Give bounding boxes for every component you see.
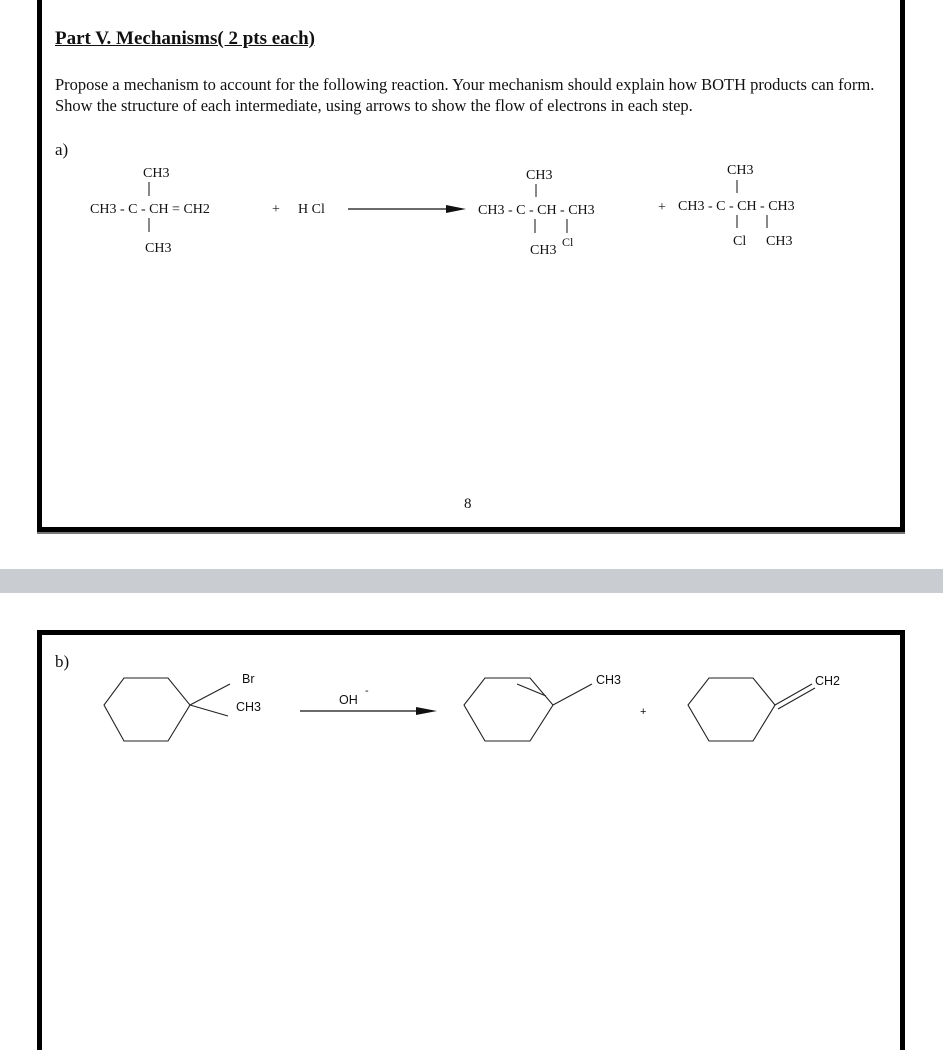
- product2-a-main: CH3 - C - CH - CH3: [678, 199, 795, 214]
- product2-a-top: CH3: [727, 163, 754, 178]
- instructions-text: Propose a mechanism to account for the following reaction. Your mechanism should explain how BOTH products can form. Show the structure of each intermediate, using arrows to show the flow of electrons in each step.: [55, 75, 875, 115]
- reaction-b: [104, 672, 840, 741]
- reactant-b-ch3: CH3: [236, 700, 262, 714]
- plus-sign: +: [640, 706, 647, 718]
- reagent-hcl: H Cl: [298, 202, 325, 217]
- double-bond-line: [517, 684, 546, 696]
- part-title: Part V. Mechanisms( 2 pts each): [55, 28, 315, 49]
- reactant-b-br: Br: [242, 672, 255, 686]
- product2-a-bottom-left: Cl: [733, 234, 747, 249]
- cyclohexane-ring: [688, 678, 775, 741]
- product2-a-bottom-right: CH3: [766, 234, 793, 249]
- product1-b-ch3: CH3: [596, 673, 622, 687]
- reaction-arrow-head: [416, 707, 437, 715]
- plus-sign: +: [272, 202, 280, 217]
- reaction-arrow-head: [446, 205, 466, 213]
- double-bond-line: [775, 684, 812, 705]
- product2-b-ch2: CH2: [815, 674, 841, 688]
- product1-a-top: CH3: [526, 168, 553, 183]
- double-bond-line: [778, 688, 815, 709]
- section-b-label: b): [55, 652, 70, 671]
- bond-line: [190, 684, 230, 705]
- bond-line: [190, 705, 228, 716]
- reactant-a-main: CH3 - C - CH = CH2: [90, 202, 210, 217]
- cyclohexene-ring: [464, 678, 553, 741]
- page-number: 8: [464, 496, 472, 512]
- reaction-a: [90, 163, 795, 258]
- cyclohexane-ring: [104, 678, 190, 741]
- section-a-label: a): [55, 140, 69, 159]
- reactant-a-bottom: CH3: [145, 241, 172, 256]
- reactant-a-top: CH3: [143, 166, 170, 181]
- reagent-charge: -: [365, 685, 369, 697]
- bond-line: [553, 684, 592, 705]
- product1-a-bottom-right: Cl: [562, 235, 574, 249]
- plus-sign: +: [658, 200, 666, 215]
- reagent-oh: OH: [339, 693, 358, 707]
- product1-a-bottom-left: CH3: [530, 243, 557, 258]
- product1-a-main: CH3 - C - CH - CH3: [478, 203, 595, 218]
